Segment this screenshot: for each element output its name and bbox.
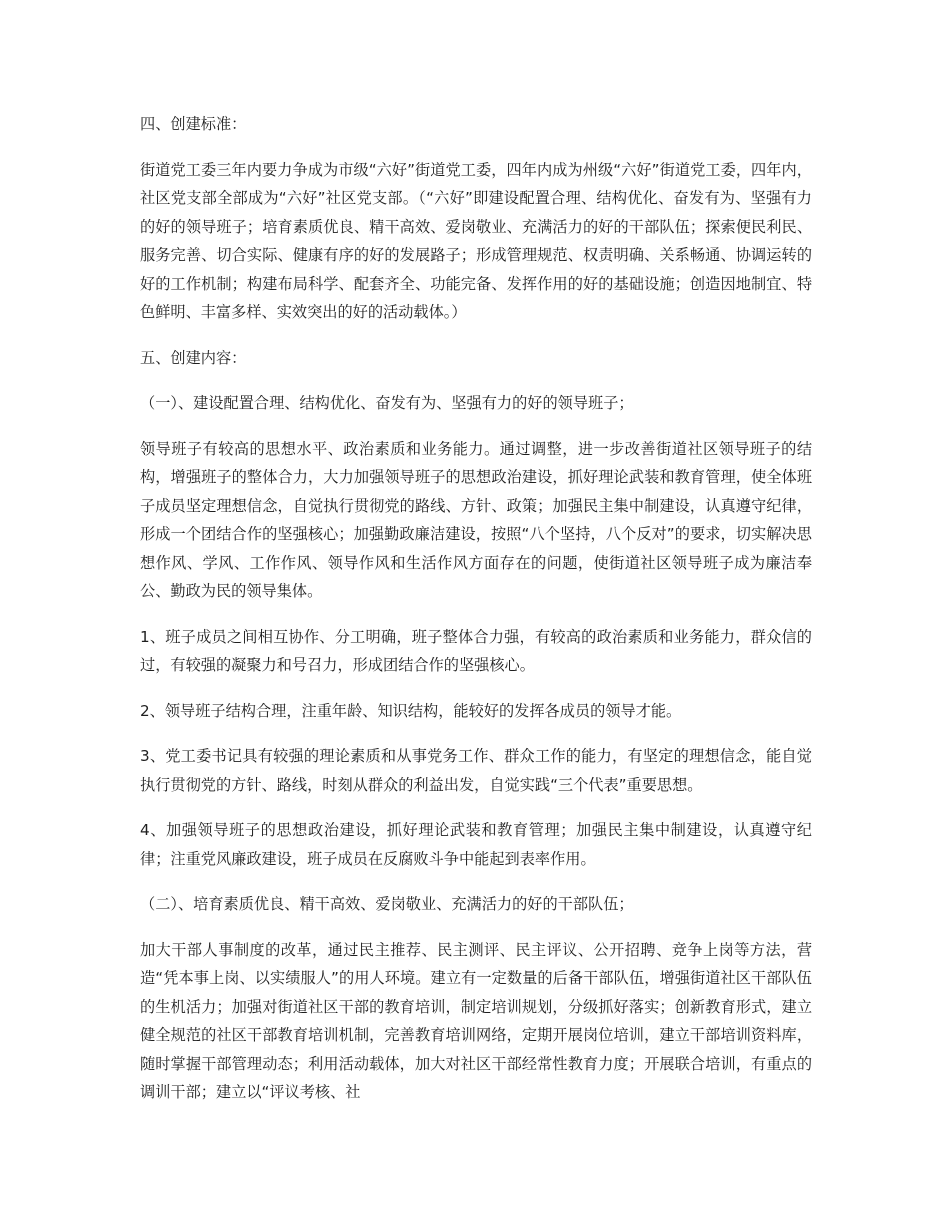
list-item-1: 1、班子成员之间相互协作、分工明确，班子整体合力强，有较高的政治素质和业务能力，群众信的过，有较强的凝聚力和号召力，形成团结合作的坚强核心。 — [140, 627, 812, 674]
section-heading-content: 五、创建内容： — [140, 348, 247, 367]
paragraph-leadership: 领导班子有较高的思想水平、政治素质和业务能力。通过调整，进一步改善街道社区领导班子的结构，增强班子的整体合力，大力加强领导班子的思想政治建设，抓好理论武装和教育管理，使全体班子成员坚定理想信念，自觉执行贯彻党的路线、方针、政策；加强民主集中制建设，认真遵守纪律，形成一个团结合作的坚强核心；加强勤政廉洁建设，按照“八个坚持，八个反对”的要求，切实解决思想作风、学风、工作作风、领导作风和生活作风方面存在的问题，使街道社区领导班子成为廉洁奉公、勤政为民的领导集体。 — [140, 439, 812, 600]
list-item-4: 4、加强领导班子的思想政治建设，抓好理论武装和教育管理；加强民主集中制建设，认真遵守纪律；注重党风廉政建设，班子成员在反腐败斗争中能起到表率作用。 — [140, 821, 812, 868]
subheading-cadre-team: （二）、培育素质优良、精干高效、爱岗敬业、充满活力的好的干部队伍； — [140, 895, 634, 913]
paragraph-standards: 街道党工委三年内要力争成为市级“六好”街道党工委，四年内成为州级“六好”街道党工委，四年内，社区党支部全部成为“六好”社区党支部。（“六好”即建设配置合理、结构优化、奋发有为、坚强有力的好的领导班子；培育素质优良、精干高效、爱岗敬业、充满活力的好的干部队伍；探索便民利民、服务完善、切合实际、健康有序的好的发展路子；形成管理规范、权责明确、关系畅通、协调运转的好的工作机制；构建布局科学、配套齐全、功能完备、发挥作用的好的基础设施；创造因地制宜、特色鲜明、丰富多样、实效突出的好的活动载体。） — [140, 160, 812, 321]
document-page — [140, 110, 812, 1124]
subheading-leadership: （一）、建设配置合理、结构优化、奋发有为、坚强有力的好的领导班子； — [140, 394, 634, 412]
section-heading-standards: 四、创建标准： — [140, 115, 247, 133]
paragraph-cadre-team: 加大干部人事制度的改革，通过民主推荐、民主测评、民主评议、公开招聘、竞争上岗等方法，营造“凭本事上岗、以实绩服人”的用人环境。建立有一定数量的后备干部队伍，增强街道社区干部队伍的生机活力；加强对街道社区干部的教育培训，制定培训规划，分级抓好落实；创新教育形式，建立健全规范的社区干部教育培训机制，完善教育培训网络，定期开展岗位培训，建立干部培训资料库，随时掌握干部管理动态；利用活动载体，加大对社区干部经常性教育力度；开展联合培训，有重点的调训干部；建立以“评议考核、社 — [140, 940, 812, 1101]
list-item-2: 2、领导班子结构合理，注重年龄、知识结构，能较好的发挥各成员的领导才能。 — [140, 701, 682, 720]
list-item-3: 3、党工委书记具有较强的理论素质和从事党务工作、群众工作的能力，有坚定的理想信念，能自觉执行贯彻党的方针、路线，时刻从群众的利益出发，自觉实践“三个代表”重要思想。 — [140, 747, 812, 794]
